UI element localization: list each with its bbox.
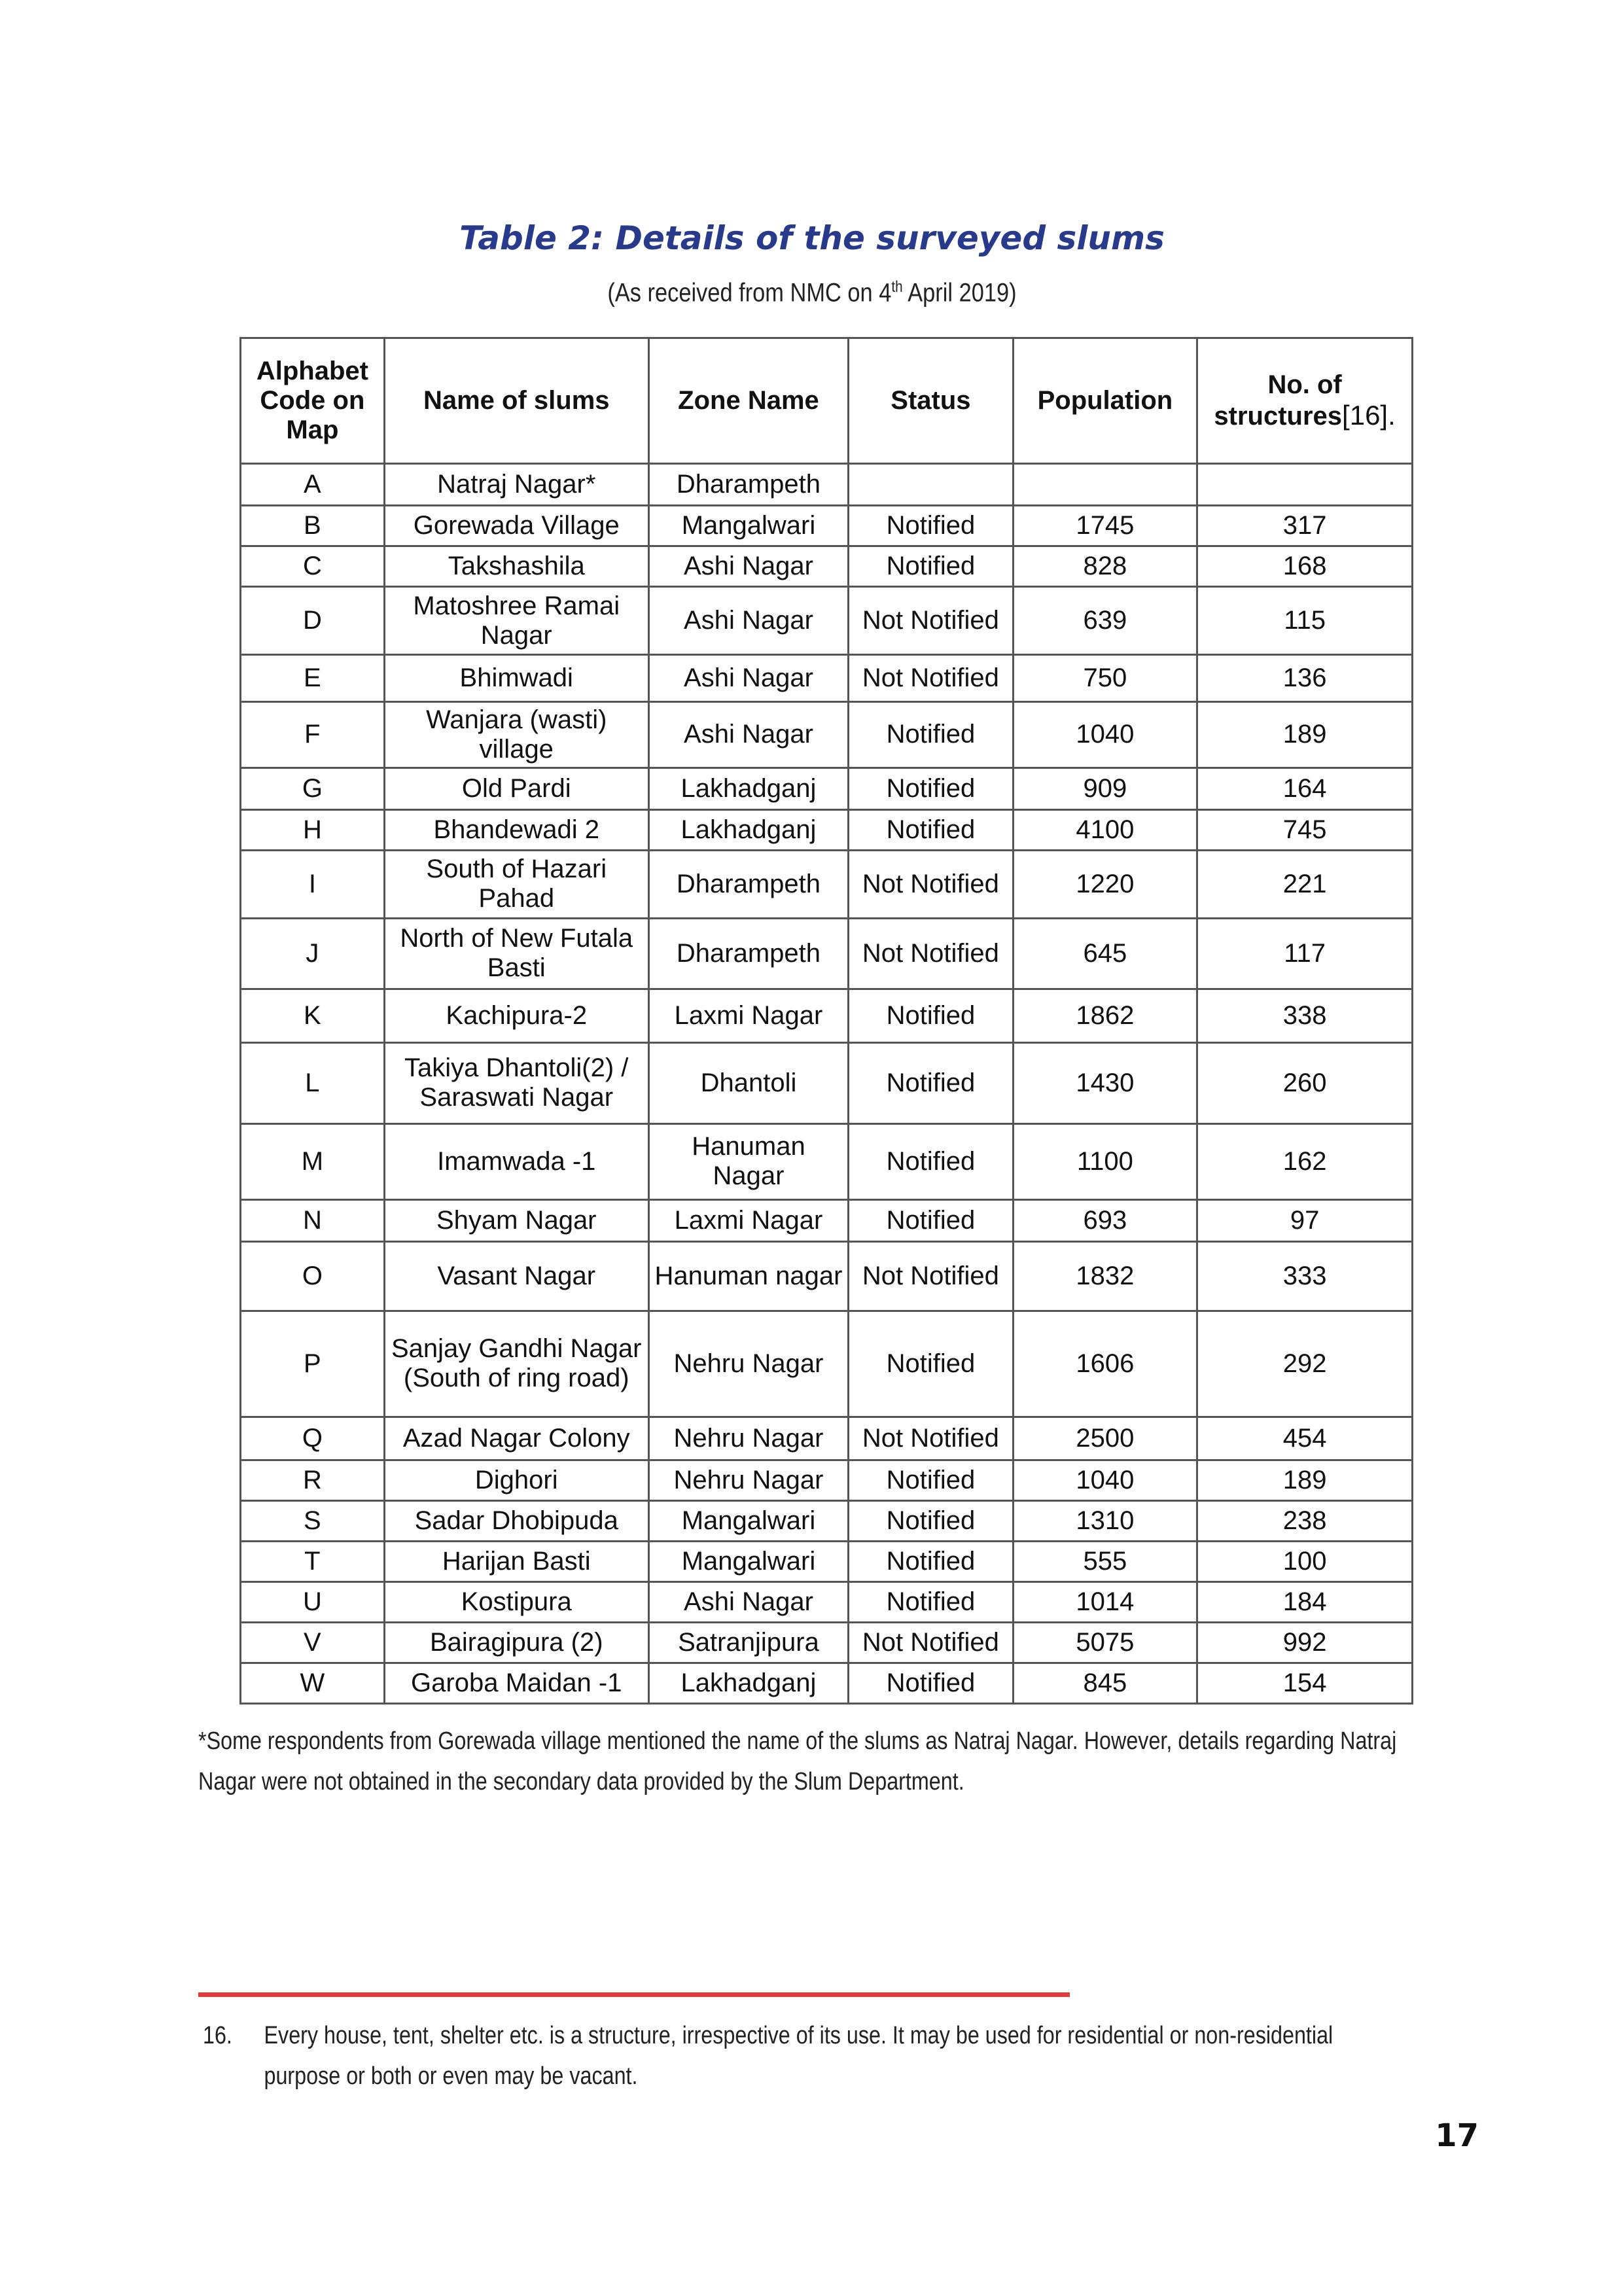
cell-status: Notified (849, 546, 1013, 587)
footnote-text-cont: purpose or both or even may be vacant. (264, 2062, 638, 2090)
cell-status: Not Notified (849, 1417, 1013, 1460)
cell-population: 693 (1013, 1199, 1197, 1241)
cell-status: Not Notified (849, 1241, 1013, 1311)
table-row (241, 809, 1413, 850)
table-row (241, 546, 1413, 587)
table-row (241, 918, 1413, 989)
cell-name: Vasant Nagar (384, 1241, 648, 1311)
cell-status: Notified (849, 702, 1013, 768)
cell-zone: Dhantoli (648, 1042, 849, 1123)
table-row (241, 1199, 1413, 1241)
cell-code: S (241, 1500, 385, 1541)
cell-status: Notified (849, 1541, 1013, 1581)
cell-status: Notified (849, 1123, 1013, 1199)
header-population: Population (1013, 338, 1197, 464)
cell-zone: Nehru Nagar (648, 1460, 849, 1500)
cell-name: Natraj Nagar* (384, 464, 648, 506)
cell-structures: 136 (1197, 655, 1413, 702)
table-row (241, 768, 1413, 809)
cell-structures: 745 (1197, 809, 1413, 850)
cell-population: 750 (1013, 655, 1197, 702)
cell-status: Notified (849, 1581, 1013, 1622)
footnote-rule (198, 1992, 1070, 1997)
subtitle-prefix: (As received from NMC on 4 (607, 278, 892, 308)
cell-population: 1040 (1013, 1460, 1197, 1500)
cell-name: Shyam Nagar (384, 1199, 648, 1241)
cell-name: Takshashila (384, 546, 648, 587)
cell-name: Imamwada -1 (384, 1123, 648, 1199)
cell-population: 1862 (1013, 989, 1197, 1042)
cell-zone: Ashi Nagar (648, 546, 849, 587)
cell-code: Q (241, 1417, 385, 1460)
table-body (241, 464, 1413, 1704)
table-header-row (241, 338, 1413, 464)
cell-population: 1832 (1013, 1241, 1197, 1311)
cell-status: Notified (849, 1042, 1013, 1123)
cell-population: 1100 (1013, 1123, 1197, 1199)
cell-population: 1310 (1013, 1500, 1197, 1541)
cell-code: A (241, 464, 385, 506)
cell-name: Bairagipura (2) (384, 1622, 648, 1663)
cell-code: N (241, 1199, 385, 1241)
table-row (241, 1311, 1413, 1417)
cell-status: Notified (849, 768, 1013, 809)
cell-name: North of New Futala Basti (384, 918, 648, 989)
cell-structures: 162 (1197, 1123, 1413, 1199)
cell-code: R (241, 1460, 385, 1500)
cell-population: 1220 (1013, 850, 1197, 918)
table-row (241, 1541, 1413, 1581)
cell-population: 1606 (1013, 1311, 1197, 1417)
cell-name: Gorewada Village (384, 506, 648, 546)
cell-name: Wanjara (wasti) village (384, 702, 648, 768)
cell-name: Dighori (384, 1460, 648, 1500)
cell-code: B (241, 506, 385, 546)
cell-structures: 317 (1197, 506, 1413, 546)
table-row (241, 1622, 1413, 1663)
cell-status: Not Notified (849, 655, 1013, 702)
cell-code: J (241, 918, 385, 989)
cell-status: Not Notified (849, 587, 1013, 655)
cell-zone: Mangalwari (648, 1500, 849, 1541)
cell-zone: Lakhadganj (648, 809, 849, 850)
header-structures (1197, 338, 1413, 464)
table-row (241, 989, 1413, 1042)
subtitle-suffix: April 2019) (902, 278, 1017, 308)
cell-zone: Ashi Nagar (648, 587, 849, 655)
header-status: Status (849, 338, 1013, 464)
table-row (241, 850, 1413, 918)
table-row (241, 587, 1413, 655)
cell-code: P (241, 1311, 385, 1417)
cell-population: 639 (1013, 587, 1197, 655)
cell-name: Bhimwadi (384, 655, 648, 702)
cell-population: 909 (1013, 768, 1197, 809)
cell-code: O (241, 1241, 385, 1311)
table-row (241, 1241, 1413, 1311)
cell-code: V (241, 1622, 385, 1663)
table-title: Table 2: Details of the surveyed slums (459, 219, 1165, 257)
cell-structures: 189 (1197, 1460, 1413, 1500)
cell-population: 1430 (1013, 1042, 1197, 1123)
table-note: *Some respondents from Gorewada village mentioned the name of the slums as Natraj Nagar. However, details regarding Natraj Nagar were not obtained in the secondary data provided by the Slum Department. (198, 1727, 1397, 1795)
cell-structures: 97 (1197, 1199, 1413, 1241)
cell-name: Takiya Dhantoli(2) / Saraswati Nagar (384, 1042, 648, 1123)
cell-structures: 454 (1197, 1417, 1413, 1460)
cell-zone: Laxmi Nagar (648, 1199, 849, 1241)
cell-structures: 100 (1197, 1541, 1413, 1581)
cell-zone: Lakhadganj (648, 768, 849, 809)
cell-population: 828 (1013, 546, 1197, 587)
cell-population: 5075 (1013, 1622, 1197, 1663)
cell-structures: 117 (1197, 918, 1413, 989)
cell-zone: Hanuman nagar (648, 1241, 849, 1311)
cell-population: 1745 (1013, 506, 1197, 546)
cell-status (849, 464, 1013, 506)
cell-population: 1040 (1013, 702, 1197, 768)
cell-name: Garoba Maidan -1 (384, 1663, 648, 1703)
footnote-number: 16. (203, 2022, 232, 2049)
cell-zone: Laxmi Nagar (648, 989, 849, 1042)
table-row (241, 1500, 1413, 1541)
cell-zone: Mangalwari (648, 1541, 849, 1581)
cell-zone: Ashi Nagar (648, 702, 849, 768)
cell-code: W (241, 1663, 385, 1703)
cell-code: K (241, 989, 385, 1042)
cell-structures: 184 (1197, 1581, 1413, 1622)
cell-structures: 168 (1197, 546, 1413, 587)
cell-population: 845 (1013, 1663, 1197, 1703)
cell-code: M (241, 1123, 385, 1199)
cell-zone: Dharampeth (648, 464, 849, 506)
cell-zone: Nehru Nagar (648, 1417, 849, 1460)
table-row (241, 1581, 1413, 1622)
cell-status: Not Notified (849, 1622, 1013, 1663)
cell-structures: 189 (1197, 702, 1413, 768)
cell-code: I (241, 850, 385, 918)
cell-code: F (241, 702, 385, 768)
cell-zone: Ashi Nagar (648, 1581, 849, 1622)
footnote-line-1 (203, 2015, 1482, 2056)
cell-zone: Mangalwari (648, 506, 849, 546)
cell-structures: 992 (1197, 1622, 1413, 1663)
cell-population: 2500 (1013, 1417, 1197, 1460)
table-row (241, 1460, 1413, 1500)
cell-name: Bhandewadi 2 (384, 809, 648, 850)
header-structures-ref: [16]. (1342, 400, 1396, 431)
cell-population: 645 (1013, 918, 1197, 989)
cell-code: C (241, 546, 385, 587)
cell-zone: Nehru Nagar (648, 1311, 849, 1417)
cell-structures: 338 (1197, 989, 1413, 1042)
cell-name: Azad Nagar Colony (384, 1417, 648, 1460)
cell-structures: 260 (1197, 1042, 1413, 1123)
cell-status: Notified (849, 1199, 1013, 1241)
slums-table (239, 337, 1413, 1704)
cell-name: Old Pardi (384, 768, 648, 809)
cell-name: Sanjay Gandhi Nagar (South of ring road) (384, 1311, 648, 1417)
table-row (241, 1042, 1413, 1123)
table-row (241, 702, 1413, 768)
page-number: 17 (1435, 2117, 1479, 2154)
cell-structures: 115 (1197, 587, 1413, 655)
cell-population (1013, 464, 1197, 506)
cell-name: South of Hazari Pahad (384, 850, 648, 918)
footnote (203, 2015, 1482, 2096)
table-row (241, 1123, 1413, 1199)
cell-name: Matoshree Ramai Nagar (384, 587, 648, 655)
cell-structures: 333 (1197, 1241, 1413, 1311)
cell-structures (1197, 464, 1413, 506)
cell-code: E (241, 655, 385, 702)
cell-status: Not Notified (849, 850, 1013, 918)
table-row (241, 655, 1413, 702)
footnote-text: Every house, tent, shelter etc. is a structure, irrespective of its use. It may be used for residential or non-residential (264, 2022, 1333, 2049)
cell-zone: Ashi Nagar (648, 655, 849, 702)
cell-status: Notified (849, 506, 1013, 546)
cell-status: Notified (849, 1663, 1013, 1703)
cell-code: G (241, 768, 385, 809)
table-row (241, 464, 1413, 506)
cell-name: Kachipura-2 (384, 989, 648, 1042)
cell-zone: Hanuman Nagar (648, 1123, 849, 1199)
header-code: Alphabet Code on Map (241, 338, 385, 464)
cell-status: Notified (849, 1311, 1013, 1417)
table-subtitle (114, 278, 1511, 308)
cell-code: T (241, 1541, 385, 1581)
cell-zone: Dharampeth (648, 850, 849, 918)
cell-zone: Satranjipura (648, 1622, 849, 1663)
cell-population: 1014 (1013, 1581, 1197, 1622)
cell-population: 4100 (1013, 809, 1197, 850)
cell-zone: Lakhadganj (648, 1663, 849, 1703)
cell-status: Notified (849, 989, 1013, 1042)
cell-status: Not Notified (849, 918, 1013, 989)
cell-name: Kostipura (384, 1581, 648, 1622)
subtitle-sup: th (891, 278, 903, 296)
cell-code: H (241, 809, 385, 850)
cell-name: Harijan Basti (384, 1541, 648, 1581)
cell-structures: 238 (1197, 1500, 1413, 1541)
header-name: Name of slums (384, 338, 648, 464)
cell-status: Notified (849, 1460, 1013, 1500)
cell-status: Notified (849, 809, 1013, 850)
cell-structures: 292 (1197, 1311, 1413, 1417)
header-structures-label: No. of structures (1214, 370, 1343, 431)
table-row (241, 1663, 1413, 1703)
table-row (241, 506, 1413, 546)
cell-structures: 221 (1197, 850, 1413, 918)
header-zone: Zone Name (648, 338, 849, 464)
cell-status: Notified (849, 1500, 1013, 1541)
cell-population: 555 (1013, 1541, 1197, 1581)
cell-zone: Dharampeth (648, 918, 849, 989)
cell-structures: 154 (1197, 1663, 1413, 1703)
table-row (241, 1417, 1413, 1460)
cell-structures: 164 (1197, 768, 1413, 809)
cell-name: Sadar Dhobipuda (384, 1500, 648, 1541)
cell-code: L (241, 1042, 385, 1123)
cell-code: U (241, 1581, 385, 1622)
cell-code: D (241, 587, 385, 655)
